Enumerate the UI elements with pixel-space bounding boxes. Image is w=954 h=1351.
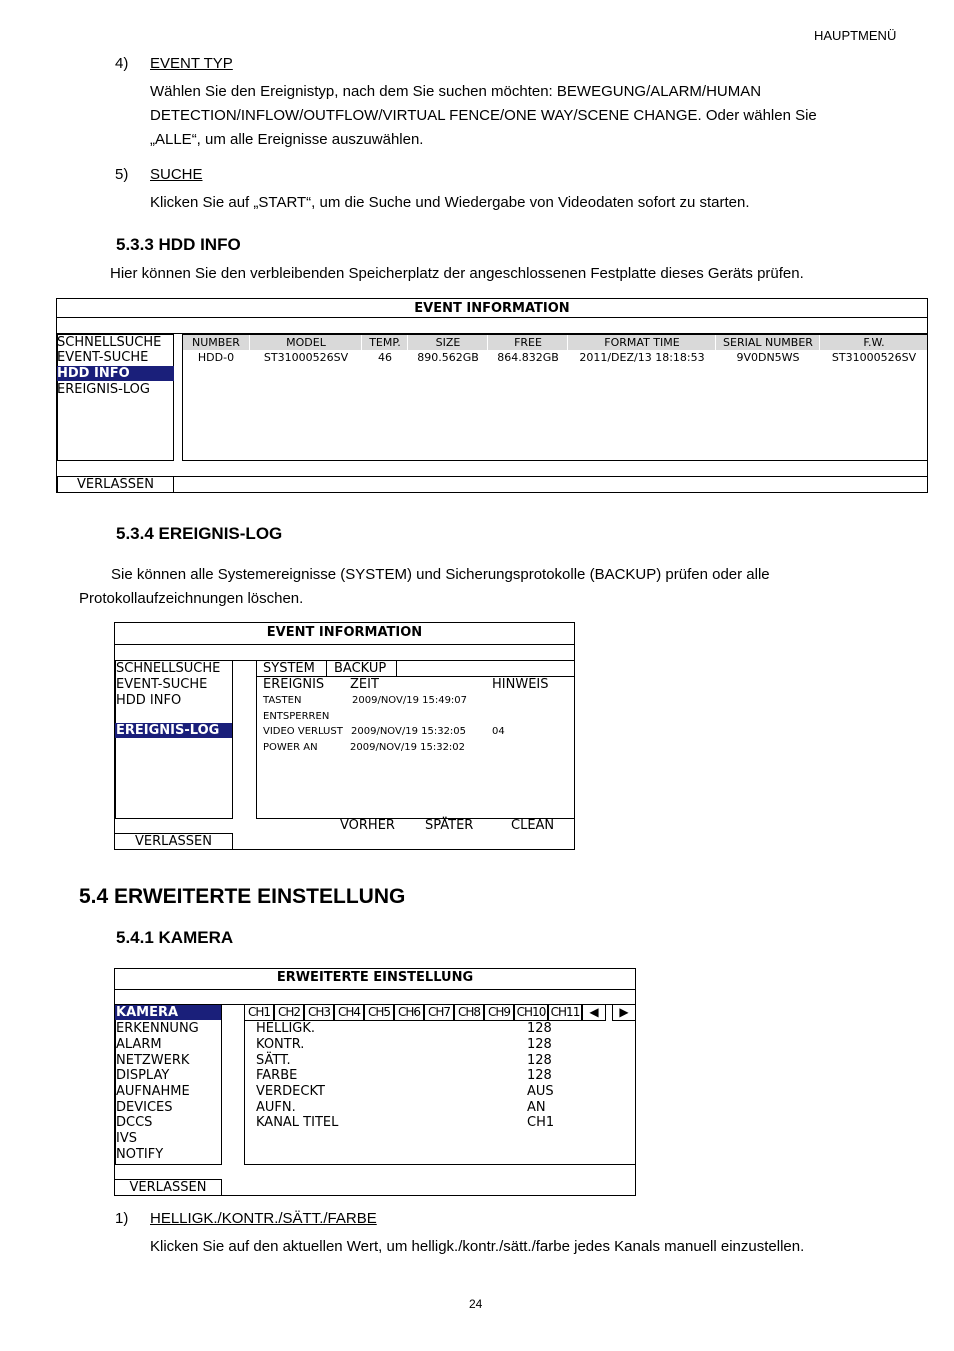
menu-item-event-suche[interactable]: EVENT-SUCHE [57, 350, 149, 365]
event-log-intro-1: Sie können alle Systemereignisse (SYSTEM) und Sicherungsprotokolle (BACKUP) prüfen oder alle [111, 566, 770, 583]
col-number: NUMBER [192, 336, 240, 349]
menu-item-ereignis-log[interactable]: EREIGNIS-LOG [57, 382, 150, 397]
cell-number: HDD-0 [197, 351, 235, 364]
col-temp: TEMP. [369, 336, 401, 349]
item-5-title: SUCHE [150, 166, 203, 183]
log-time-3: 2009/NOV/19 15:32:05 [351, 726, 467, 737]
log-note-3: 04 [492, 726, 505, 737]
setting-value-kanal-titel[interactable]: CH1 [527, 1115, 555, 1130]
window-title: EVENT INFORMATION [266, 625, 423, 640]
menu-item-display[interactable]: DISPLAY [116, 1068, 170, 1083]
tab-system[interactable]: SYSTEM [256, 660, 327, 677]
item-4-line-2: DETECTION/INFLOW/OUTFLOW/VIRTUAL FENCE/ONE WAY/SCENE CHANGE. Oder wählen Sie [150, 107, 817, 124]
advanced-heading: 5.4 ERWEITERTE EINSTELLUNG [79, 885, 406, 908]
hdd-info-intro: Hier können Sie den verbleibenden Speicherplatz der angeschlossenen Festplatte dieses Geräts prüfen. [110, 265, 804, 282]
menu-item-netzwerk[interactable]: NETZWERK [116, 1053, 190, 1068]
menu-item-dccs[interactable]: DCCS [116, 1115, 153, 1130]
setting-label-farbe: FARBE [256, 1068, 298, 1083]
log-event-4: POWER AN [263, 742, 318, 753]
log-event-3: VIDEO VERLUST [263, 726, 343, 737]
col-serial-number: SERIAL NUMBER [723, 336, 813, 349]
item-1-number: 1) [115, 1210, 129, 1227]
item-1-line-1: Klicken Sie auf den aktuellen Wert, um helligk./kontr./sätt./farbe jedes Kanals manuell einzustellen. [150, 1238, 805, 1255]
running-header: HAUPTMENÜ [814, 28, 897, 43]
log-event-1: TASTEN [263, 695, 302, 706]
cell-format-time: 2011/DEZ/13 18:18:53 [579, 351, 705, 364]
item-5-number: 5) [115, 166, 129, 183]
tab-ch5[interactable]: CH5 [364, 1004, 394, 1021]
col-fw: F.W. [863, 336, 885, 349]
log-event-2: ENTSPERREN [263, 711, 330, 722]
setting-value-helligk[interactable]: 128 [527, 1021, 552, 1036]
setting-value-saett[interactable]: 128 [527, 1053, 552, 1068]
col-hinweis: HINWEIS [492, 677, 549, 692]
menu-item-devices[interactable]: DEVICES [116, 1100, 173, 1115]
exit-button[interactable]: VERLASSEN [129, 1180, 207, 1195]
col-zeit: ZEIT [350, 677, 379, 692]
setting-value-kontr[interactable]: 128 [527, 1037, 552, 1052]
menu-item-event-suche[interactable]: EVENT-SUCHE [116, 677, 208, 692]
tab-ch9[interactable]: CH9 [484, 1004, 514, 1021]
setting-label-verdeckt: VERDECKT [256, 1084, 325, 1099]
menu-item-hdd-info[interactable]: HDD INFO [116, 693, 182, 708]
clean-button[interactable]: CLEAN [511, 818, 555, 833]
menu-item-ivs[interactable]: IVS [116, 1131, 137, 1146]
tab-ch3[interactable]: CH3 [304, 1004, 334, 1021]
tab-ch7[interactable]: CH7 [424, 1004, 454, 1021]
hdd-info-window [56, 298, 928, 493]
window-title: ERWEITERTE EINSTELLUNG [276, 970, 474, 985]
tab-ch11[interactable]: CH11 [548, 1004, 582, 1021]
prev-channel-arrow-icon[interactable]: ◀ [582, 1004, 606, 1021]
event-log-heading: 5.3.4 EREIGNIS-LOG [116, 524, 283, 543]
cell-temp: 46 [378, 351, 392, 364]
setting-value-verdeckt[interactable]: AUS [527, 1084, 554, 1099]
cell-free: 864.832GB [497, 351, 559, 364]
tab-ch6[interactable]: CH6 [394, 1004, 424, 1021]
setting-label-kontr: KONTR. [256, 1037, 305, 1052]
next-button[interactable]: SPÄTER [425, 818, 474, 833]
setting-label-kanal-titel: KANAL TITEL [256, 1115, 339, 1130]
tab-ch8[interactable]: CH8 [454, 1004, 484, 1021]
window-title: EVENT INFORMATION [414, 301, 570, 316]
menu-item-aufnahme[interactable]: AUFNAHME [116, 1084, 190, 1099]
setting-label-helligk: HELLIGK. [256, 1021, 316, 1036]
event-log-window [114, 622, 575, 850]
col-ereignis: EREIGNIS [263, 677, 325, 692]
menu-item-ereignis-log[interactable]: EREIGNIS-LOG [115, 723, 232, 738]
log-time-4: 2009/NOV/19 15:32:02 [350, 742, 466, 753]
setting-value-farbe[interactable]: 128 [527, 1068, 552, 1083]
log-time-1: 2009/NOV/19 15:49:07 [352, 695, 468, 706]
exit-button[interactable]: VERLASSEN [134, 834, 213, 849]
prev-button[interactable]: VORHER [340, 818, 395, 833]
item-4-line-1: Wählen Sie den Ereignistyp, nach dem Sie suchen möchten: BEWEGUNG/ALARM/HUMAN [150, 83, 762, 100]
menu-item-erkennung[interactable]: ERKENNUNG [116, 1021, 199, 1036]
tab-backup[interactable]: BACKUP [326, 660, 397, 677]
col-format-time: FORMAT TIME [604, 336, 680, 349]
cell-fw: ST31000526SV [831, 351, 917, 364]
event-log-intro-2: Protokollaufzeichnungen löschen. [79, 590, 304, 607]
menu-item-schnellsuche[interactable]: SCHNELLSUCHE [116, 661, 221, 676]
cell-serial-number: 9V0DN5WS [736, 351, 800, 364]
advanced-window [114, 968, 636, 1196]
col-size: SIZE [435, 336, 461, 349]
cell-model: ST31000526SV [263, 351, 349, 364]
menu-item-alarm[interactable]: ALARM [116, 1037, 162, 1052]
camera-heading: 5.4.1 KAMERA [116, 928, 234, 947]
setting-value-aufn[interactable]: AN [527, 1100, 546, 1115]
setting-label-aufn: AUFN. [256, 1100, 296, 1115]
item-4-line-3: „ALLE“, um alle Ereignisse auszuwählen. [150, 131, 424, 148]
cell-size: 890.562GB [417, 351, 479, 364]
tab-ch2[interactable]: CH2 [274, 1004, 304, 1021]
item-4-number: 4) [115, 55, 129, 72]
tab-ch4[interactable]: CH4 [334, 1004, 364, 1021]
menu-item-schnellsuche[interactable]: SCHNELLSUCHE [57, 335, 162, 350]
tab-ch1[interactable]: CH1 [244, 1004, 274, 1021]
tab-ch10[interactable]: CH10 [514, 1004, 548, 1021]
col-model: MODEL [286, 336, 326, 349]
item-4-title: EVENT TYP [150, 55, 233, 72]
item-5-line-1: Klicken Sie auf „START“, um die Suche und Wiedergabe von Videodaten sofort zu starten. [150, 194, 750, 211]
col-free: FREE [514, 336, 542, 349]
next-channel-arrow-icon[interactable]: ▶ [612, 1004, 636, 1021]
exit-button[interactable]: VERLASSEN [57, 476, 174, 493]
item-1-title: HELLIGK./KONTR./SÄTT./FARBE [150, 1210, 377, 1227]
menu-item-kamera[interactable]: KAMERA [115, 1005, 221, 1020]
page-number: 24 [469, 1297, 483, 1311]
menu-item-notify[interactable]: NOTIFY [116, 1147, 164, 1162]
setting-label-saett: SÄTT. [256, 1053, 291, 1068]
menu-item-hdd-info[interactable]: HDD INFO [57, 366, 174, 381]
hdd-info-heading: 5.3.3 HDD INFO [116, 235, 241, 254]
